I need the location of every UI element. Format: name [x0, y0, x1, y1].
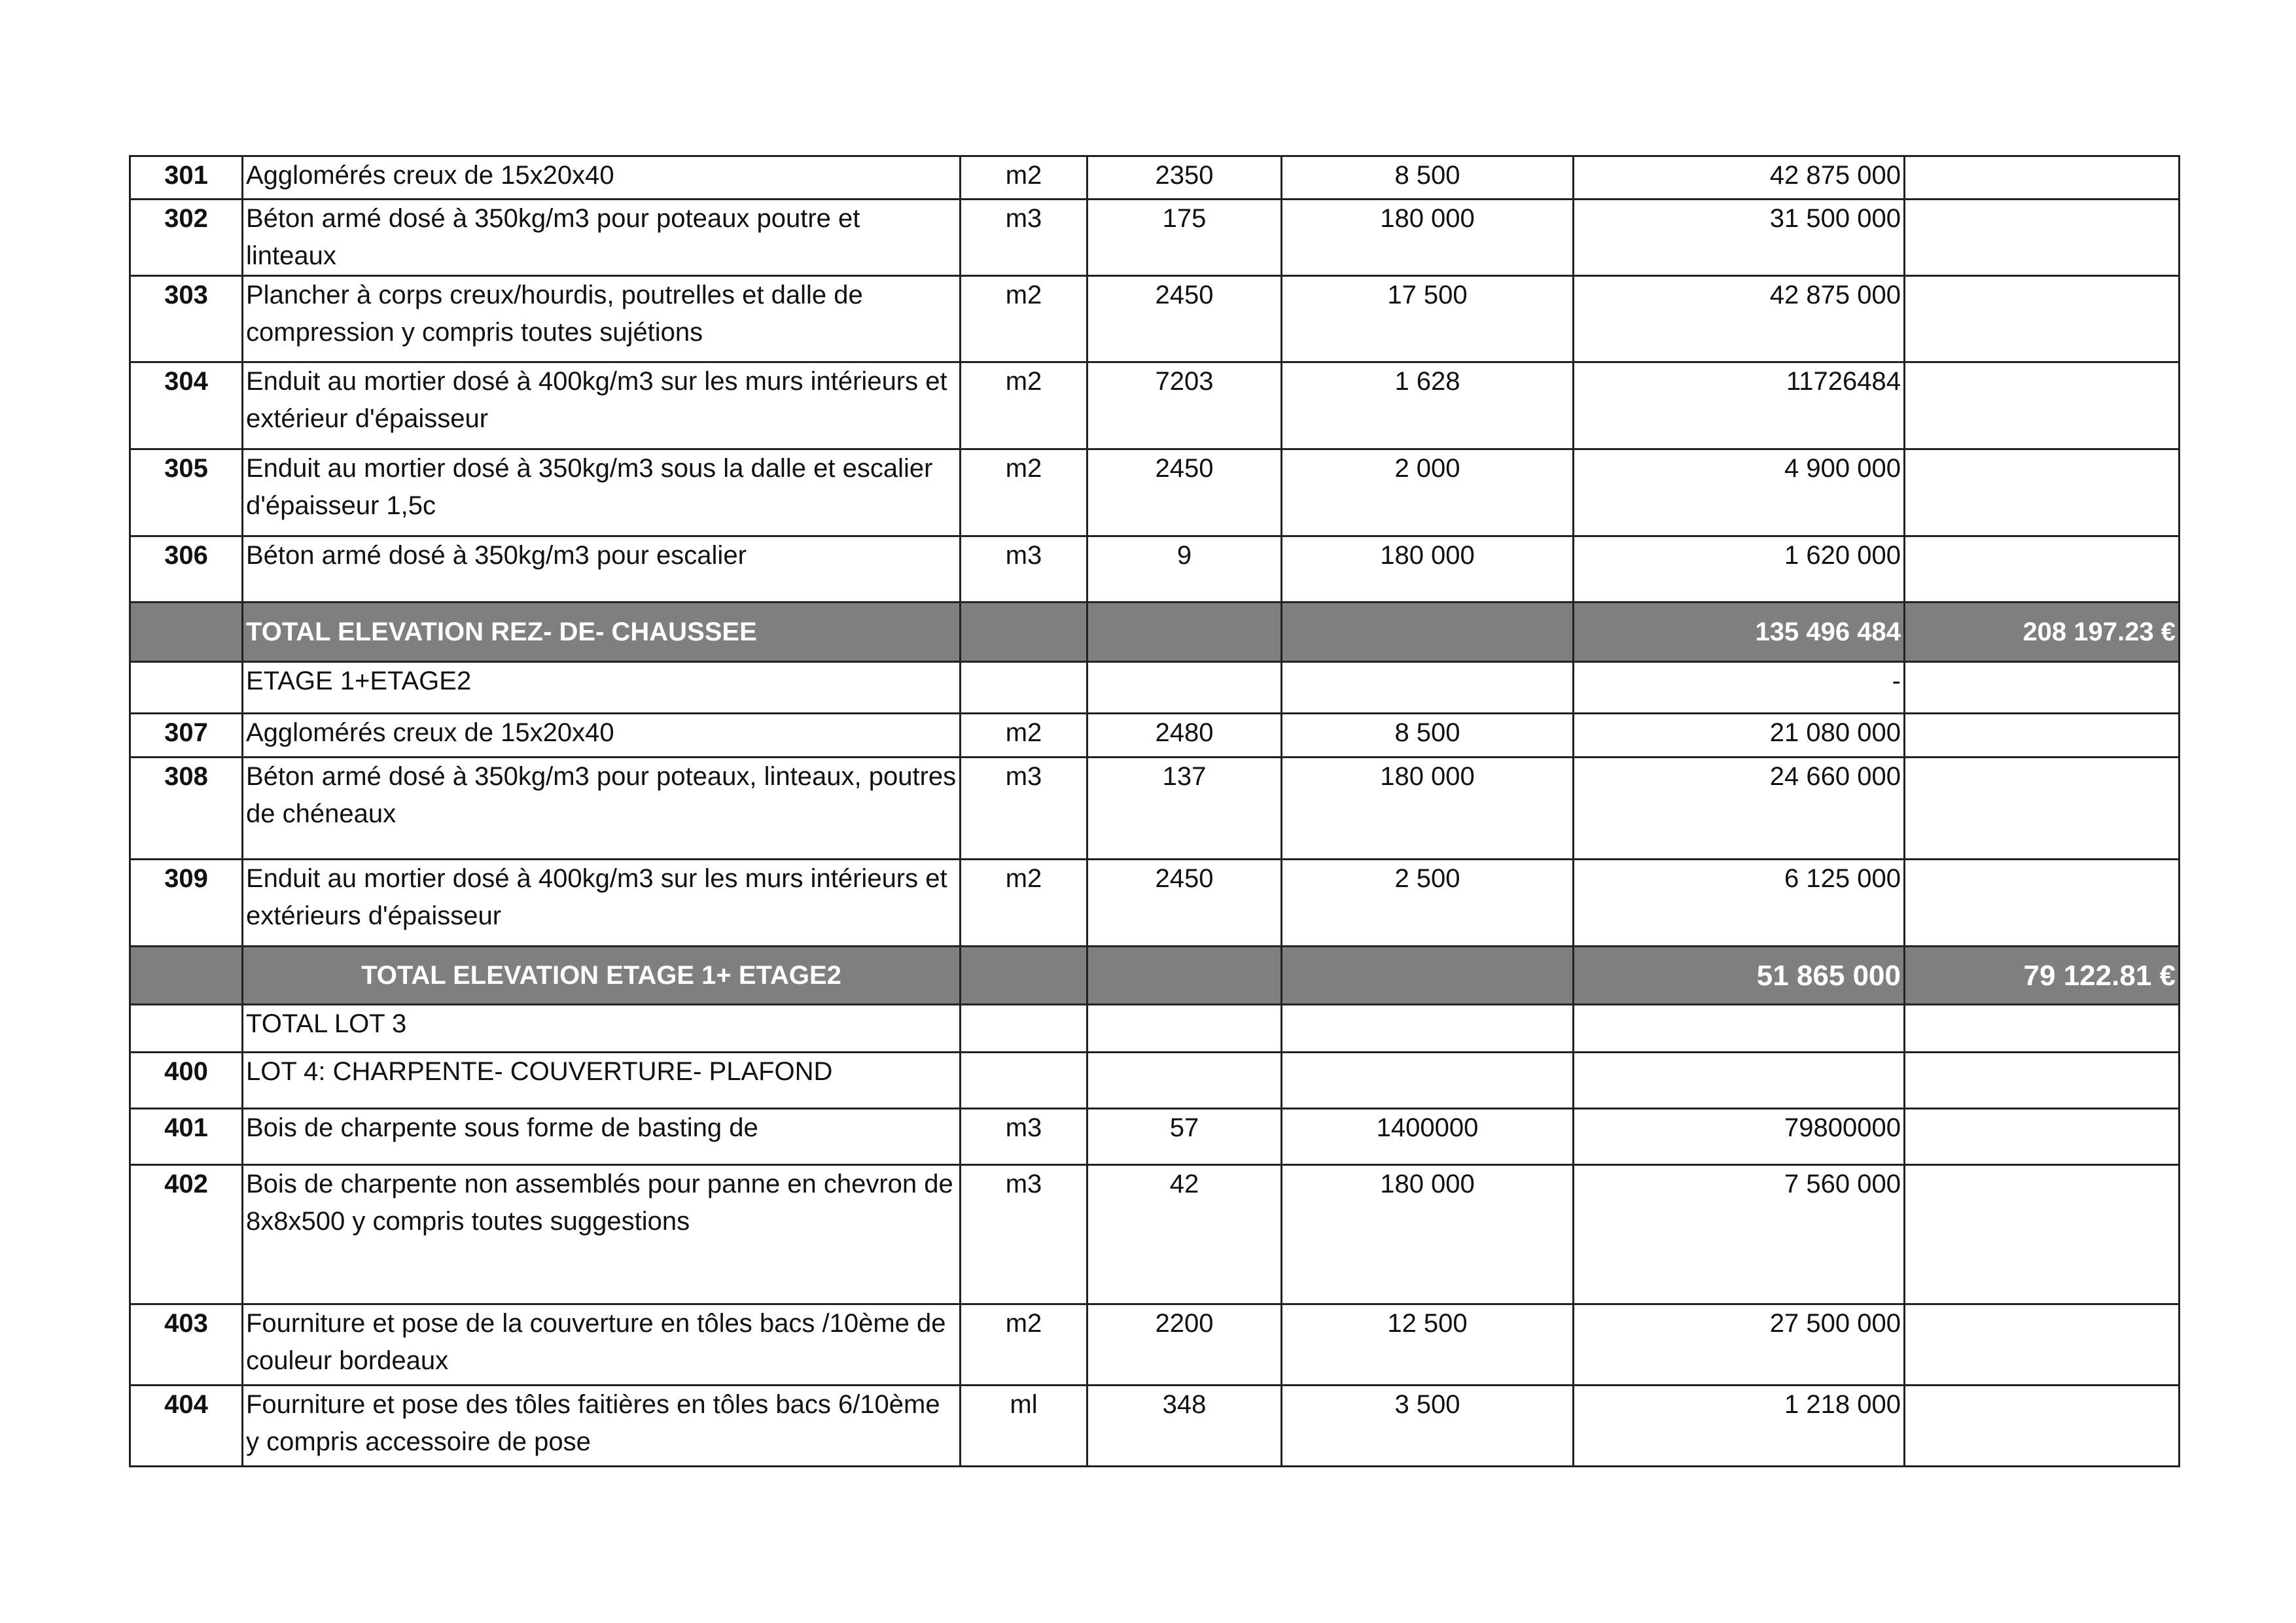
item-description: Béton armé dosé à 350kg/m3 pour poteaux, linteaux, poutres de chéneaux: [243, 758, 961, 860]
item-unit: m2: [961, 156, 1087, 200]
subtotal-amount: 135 496 484: [1574, 602, 1905, 662]
item-unit-price: 180 000: [1282, 536, 1574, 602]
empty-cell: [1905, 758, 2180, 860]
item-description: Bois de charpente sous forme de basting de: [243, 1109, 961, 1165]
item-amount: 1 620 000: [1574, 536, 1905, 602]
empty-cell: [1282, 1053, 1574, 1109]
empty-cell: [1282, 662, 1574, 714]
item-number: 308: [130, 758, 243, 860]
item-unit: ml: [961, 1386, 1087, 1467]
item-quantity: 9: [1087, 536, 1282, 602]
empty-cell: [1087, 947, 1282, 1005]
item-unit-price: 1 628: [1282, 362, 1574, 449]
empty-cell: [1905, 860, 2180, 947]
item-number: 307: [130, 714, 243, 758]
empty-cell: [130, 662, 243, 714]
empty-cell: [1282, 947, 1574, 1005]
empty-cell: [961, 1053, 1087, 1109]
item-unit-price: 3 500: [1282, 1386, 1574, 1467]
item-unit-price: 1400000: [1282, 1109, 1574, 1165]
item-amount: 6 125 000: [1574, 860, 1905, 947]
table-row: [130, 1165, 2180, 1304]
item-quantity: 2200: [1087, 1304, 1282, 1386]
item-quantity: 137: [1087, 758, 1282, 860]
empty-cell: [1905, 1165, 2180, 1304]
item-description: Fourniture et pose des tôles faitières en tôles bacs 6/10ème y compris accessoire de pose: [243, 1386, 961, 1467]
item-description: Agglomérés creux de 15x20x40: [243, 714, 961, 758]
item-unit-price: 180 000: [1282, 1165, 1574, 1304]
subtotal-label: TOTAL ELEVATION ETAGE 1+ ETAGE2: [243, 947, 961, 1005]
bill-of-quantities-table: [129, 155, 2180, 1467]
lot-header-row: [130, 1053, 2180, 1109]
item-amount: 11726484: [1574, 362, 1905, 449]
item-unit: m3: [961, 1165, 1087, 1304]
item-number: 302: [130, 200, 243, 276]
empty-cell: [1905, 362, 2180, 449]
empty-cell: [1574, 1053, 1905, 1109]
empty-cell: [1905, 1304, 2180, 1386]
item-quantity: 2450: [1087, 449, 1282, 536]
item-number: 306: [130, 536, 243, 602]
item-unit-price: 2 000: [1282, 449, 1574, 536]
empty-cell: [1574, 1005, 1905, 1053]
item-quantity: 2480: [1087, 714, 1282, 758]
item-amount: 21 080 000: [1574, 714, 1905, 758]
item-unit: m3: [961, 536, 1087, 602]
item-amount: 24 660 000: [1574, 758, 1905, 860]
total-label: TOTAL LOT 3: [243, 1005, 961, 1053]
item-number: 304: [130, 362, 243, 449]
subtotal-euro: 208 197.23 €: [1905, 602, 2180, 662]
item-description: Enduit au mortier dosé à 350kg/m3 sous la dalle et escalier d'épaisseur 1,5c: [243, 449, 961, 536]
item-number: 309: [130, 860, 243, 947]
empty-cell: [1905, 1109, 2180, 1165]
item-description: Enduit au mortier dosé à 400kg/m3 sur les murs intérieurs et extérieur d'épaisseur: [243, 362, 961, 449]
item-number: 403: [130, 1304, 243, 1386]
item-number: 305: [130, 449, 243, 536]
item-description: Agglomérés creux de 15x20x40: [243, 156, 961, 200]
empty-cell: [130, 947, 243, 1005]
table-row: [130, 362, 2180, 449]
item-number: 404: [130, 1386, 243, 1467]
item-number: 402: [130, 1165, 243, 1304]
item-unit-price: 17 500: [1282, 276, 1574, 362]
empty-cell: [1905, 1386, 2180, 1467]
item-quantity: 2450: [1087, 860, 1282, 947]
table-row: [130, 1386, 2180, 1467]
empty-cell: [1087, 662, 1282, 714]
empty-cell: [1087, 602, 1282, 662]
item-description: Enduit au mortier dosé à 400kg/m3 sur les murs intérieurs et extérieurs d'épaisseur: [243, 860, 961, 947]
table-row: [130, 156, 2180, 200]
empty-cell: [1905, 200, 2180, 276]
empty-cell: [130, 1005, 243, 1053]
table-row: [130, 758, 2180, 860]
empty-cell: [1905, 662, 2180, 714]
item-quantity: 2350: [1087, 156, 1282, 200]
section-amount: -: [1574, 662, 1905, 714]
empty-cell: [961, 602, 1087, 662]
total-row: [130, 1005, 2180, 1053]
empty-cell: [1087, 1005, 1282, 1053]
empty-cell: [1905, 714, 2180, 758]
item-number: 401: [130, 1109, 243, 1165]
empty-cell: [961, 947, 1087, 1005]
item-description: Béton armé dosé à 350kg/m3 pour poteaux poutre et linteaux: [243, 200, 961, 276]
item-unit-price: 8 500: [1282, 714, 1574, 758]
subtotal-euro: 79 122.81 €: [1905, 947, 2180, 1005]
subtotal-label: TOTAL ELEVATION REZ- DE- CHAUSSEE: [243, 602, 961, 662]
section-row: [130, 662, 2180, 714]
item-quantity: 348: [1087, 1386, 1282, 1467]
item-description: Fourniture et pose de la couverture en tôles bacs /10ème de couleur bordeaux: [243, 1304, 961, 1386]
lot-title: LOT 4: CHARPENTE- COUVERTURE- PLAFOND: [243, 1053, 961, 1109]
item-unit-price: 8 500: [1282, 156, 1574, 200]
item-quantity: 42: [1087, 1165, 1282, 1304]
empty-cell: [1905, 156, 2180, 200]
empty-cell: [1905, 536, 2180, 602]
item-unit: m2: [961, 449, 1087, 536]
subtotal-row: [130, 947, 2180, 1005]
empty-cell: [1282, 1005, 1574, 1053]
item-unit-price: 180 000: [1282, 758, 1574, 860]
section-label: ETAGE 1+ETAGE2: [243, 662, 961, 714]
item-unit: m2: [961, 276, 1087, 362]
empty-cell: [1905, 449, 2180, 536]
item-unit: m3: [961, 200, 1087, 276]
table-row: [130, 860, 2180, 947]
empty-cell: [1282, 602, 1574, 662]
item-amount: 79800000: [1574, 1109, 1905, 1165]
item-quantity: 175: [1087, 200, 1282, 276]
table-row: [130, 1109, 2180, 1165]
item-amount: 1 218 000: [1574, 1386, 1905, 1467]
item-amount: 31 500 000: [1574, 200, 1905, 276]
table-row: [130, 714, 2180, 758]
item-unit: m2: [961, 714, 1087, 758]
item-unit: m3: [961, 1109, 1087, 1165]
table-row: [130, 276, 2180, 362]
item-amount: 42 875 000: [1574, 156, 1905, 200]
item-unit-price: 2 500: [1282, 860, 1574, 947]
item-number: 400: [130, 1053, 243, 1109]
item-unit-price: 180 000: [1282, 200, 1574, 276]
item-amount: 4 900 000: [1574, 449, 1905, 536]
subtotal-row: [130, 602, 2180, 662]
empty-cell: [130, 602, 243, 662]
empty-cell: [1905, 1005, 2180, 1053]
item-quantity: 2450: [1087, 276, 1282, 362]
item-amount: 42 875 000: [1574, 276, 1905, 362]
empty-cell: [1905, 276, 2180, 362]
item-amount: 27 500 000: [1574, 1304, 1905, 1386]
table-row: [130, 200, 2180, 276]
item-quantity: 7203: [1087, 362, 1282, 449]
item-unit: m2: [961, 362, 1087, 449]
empty-cell: [1087, 1053, 1282, 1109]
empty-cell: [961, 662, 1087, 714]
item-unit: m2: [961, 860, 1087, 947]
table-row: [130, 536, 2180, 602]
item-quantity: 57: [1087, 1109, 1282, 1165]
table-row: [130, 449, 2180, 536]
subtotal-amount: 51 865 000: [1574, 947, 1905, 1005]
empty-cell: [961, 1005, 1087, 1053]
table-row: [130, 1304, 2180, 1386]
empty-cell: [1905, 1053, 2180, 1109]
item-number: 301: [130, 156, 243, 200]
item-unit-price: 12 500: [1282, 1304, 1574, 1386]
item-description: Béton armé dosé à 350kg/m3 pour escalier: [243, 536, 961, 602]
item-number: 303: [130, 276, 243, 362]
item-unit: m3: [961, 758, 1087, 860]
item-description: Plancher à corps creux/hourdis, poutrelles et dalle de compression y compris toutes sujétions: [243, 276, 961, 362]
item-description: Bois de charpente non assemblés pour panne en chevron de 8x8x500 y compris toutes suggestions: [243, 1165, 961, 1304]
item-amount: 7 560 000: [1574, 1165, 1905, 1304]
item-unit: m2: [961, 1304, 1087, 1386]
